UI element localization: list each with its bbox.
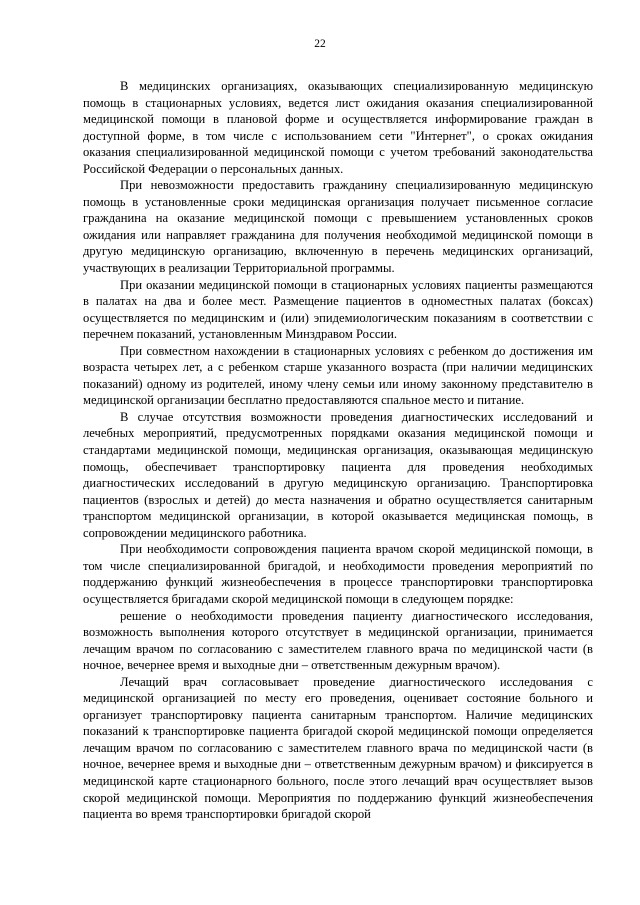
paragraph: При оказании медицинской помощи в стационарных условиях пациенты размещаются в палатах на два и более мест. Размещение пациентов в одноместных палатах (боксах) осуществляется по медицинским и (или) эпидемиологическим показаниям в соответствии с перечнем показаний, установленным Минздравом России.: [83, 277, 593, 342]
paragraph: В медицинских организациях, оказывающих специализированную медицинскую помощь в стационарных условиях, ведется лист ожидания оказания специализированной медицинской помощи в плановой форме и осуществляется информирование граждан в доступной форме, в том числе с использованием сети "Интернет", о сроках ожидания оказания специализированной медицинской помощи с учетом требований законодательства Российской Федерации о персональных данных.: [83, 79, 593, 176]
paragraph: При необходимости сопровождения пациента врачом скорой медицинской помощи, в том числе специализированной бригадой, и необходимости проведения мероприятий по поддержанию функций жизнеобеспечения в процессе транспортировки транспортировка осуществляется бригадами скорой медицинской помощи в следующем порядке:: [83, 542, 593, 606]
page-number: 22: [314, 38, 326, 50]
paragraph: решение о необходимости проведения пациенту диагностического исследования, возможность выполнения которого отсутствует в медицинской организации, принимается лечащим врачом по согласованию с заместителем главного врача по медицинской части (в ночное, вечернее время и выходные дни – ответственным дежурным врачом).: [83, 608, 593, 673]
document-body: [83, 78, 593, 823]
paragraph: При невозможности предоставить гражданину специализированную медицинскую помощь в установленные сроки медицинская организация получает письменное согласие гражданина на оказание медицинской помощи с превышением установленных сроков ожидания или направляет гражданина для получения необходимой медицинской помощи в другую медицинскую организацию, включенную в перечень медицинских организаций, участвующих в реализации Территориальной программы.: [83, 178, 593, 276]
paragraph: В случае отсутствия возможности проведения диагностических исследований и лечебных мероприятий, предусмотренных порядками оказания медицинской помощи и стандартами медицинской помощи, медицинская организация, оказывающая медицинскую помощь, обеспечивает транспортировку пациента для проведения необходимых диагностических исследований в другую медицинскую организацию. Транспортировка пациентов (взрослых и детей) до места назначения и обратно осуществляется санитарным транспортом медицинской организации, в которой оказывается медицинская помощь, в сопровождении медицинского работника.: [83, 409, 593, 540]
paragraph: Лечащий врач согласовывает проведение диагностического исследования с медицинской организацией по месту его проведения, оценивает состояние больного и организует транспортировку пациента санитарным транспортом. Наличие медицинских показаний к транспортировке пациента бригадой скорой медицинской помощи определяется лечащим врачом по согласованию с заместителем главного врача по медицинской части (в ночное, вечернее время и выходные дни – ответственным дежурным врачом) и фиксируется в медицинской карте стационарного больного, после этого лечащий врач осуществляет вызов скорой медицинской помощи. Мероприятия по поддержанию функций жизнеобеспечения пациента во время транспортировки бригадой скорой: [83, 674, 593, 822]
paragraph: При совместном нахождении в стационарных условиях с ребенком до достижения им возраста четырех лет, а с ребенком старше указанного возраста (при наличии медицинских показаний) одному из родителей, иному члену семьи или иному законному представителю в медицинской организации бесплатно предоставляются спальное место и питание.: [83, 343, 593, 408]
